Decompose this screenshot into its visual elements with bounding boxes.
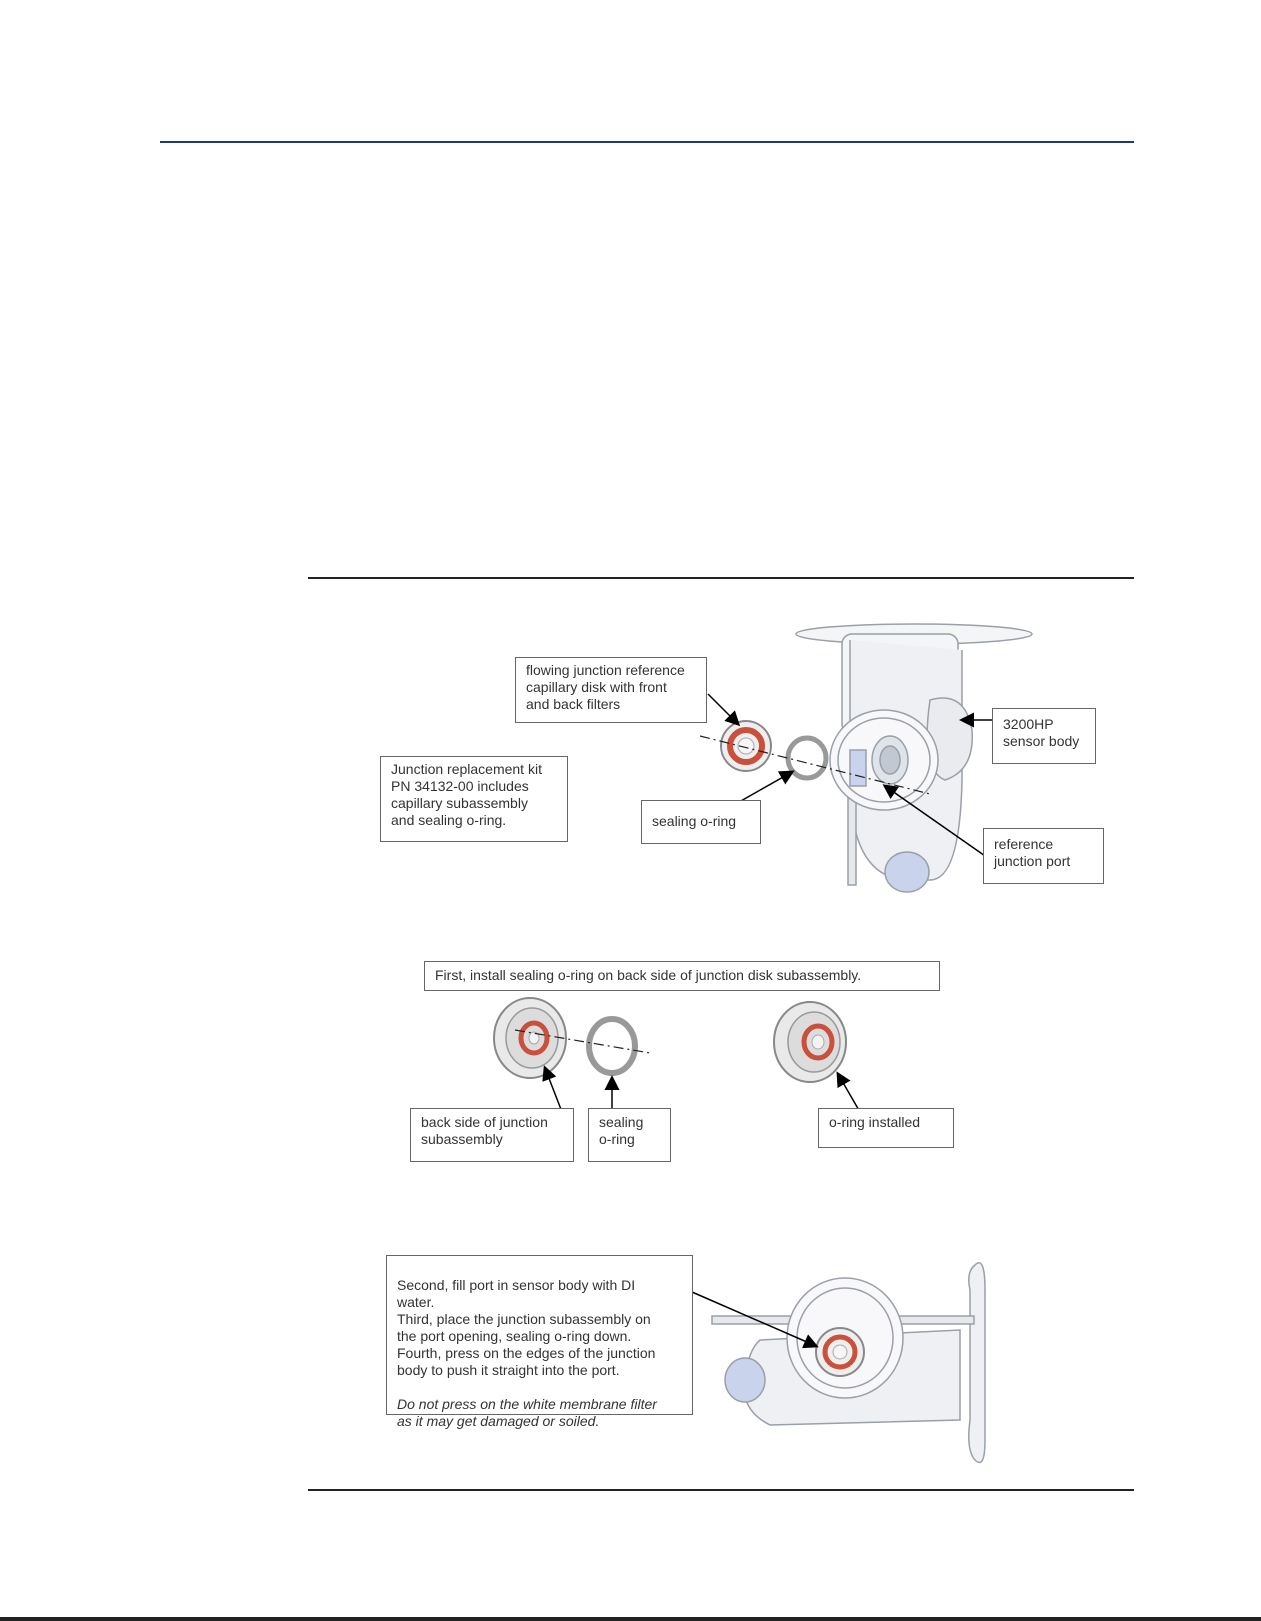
oring-installed-callout: o-ring installed [818,1108,954,1148]
junction-in-port-drawing [816,1328,864,1376]
junction-backside-drawing [494,998,566,1078]
sealing-oring-drawing [788,738,826,778]
sensor-body-callout: 3200HP sensor body [992,708,1096,764]
instruction-callout: First, install sealing o-ring on back side of junction disk subassembly. [424,961,940,991]
capillary-disk-drawing [721,721,771,771]
install-steps-text: Second, fill port in sensor body with DI water. Third, place the junction subassembly on the port opening, sealing o-ring down. Fourth, press on the edges of the junction body to push it straight into the port. [397,1277,656,1378]
reference-port-callout: reference junction port [983,828,1104,884]
backside-callout: back side of junction subassembly [410,1108,574,1162]
middle-sealing-callout: sealing o-ring [588,1108,671,1162]
capillary-disk-callout: flowing junction reference capillary disk with front and back filters [515,657,707,723]
kit-callout: Junction replacement kit PN 34132-00 includes capillary subassembly and sealing o-ring. [380,756,568,842]
install-steps-callout [386,1255,693,1429]
caution-text: Do not press on the white membrane filter as it may get damaged or soiled. [397,1396,657,1429]
oring-installed-drawing [774,1002,846,1082]
sealing-oring-callout: sealing o-ring [641,800,761,844]
middle-oring-drawing [589,1019,635,1073]
